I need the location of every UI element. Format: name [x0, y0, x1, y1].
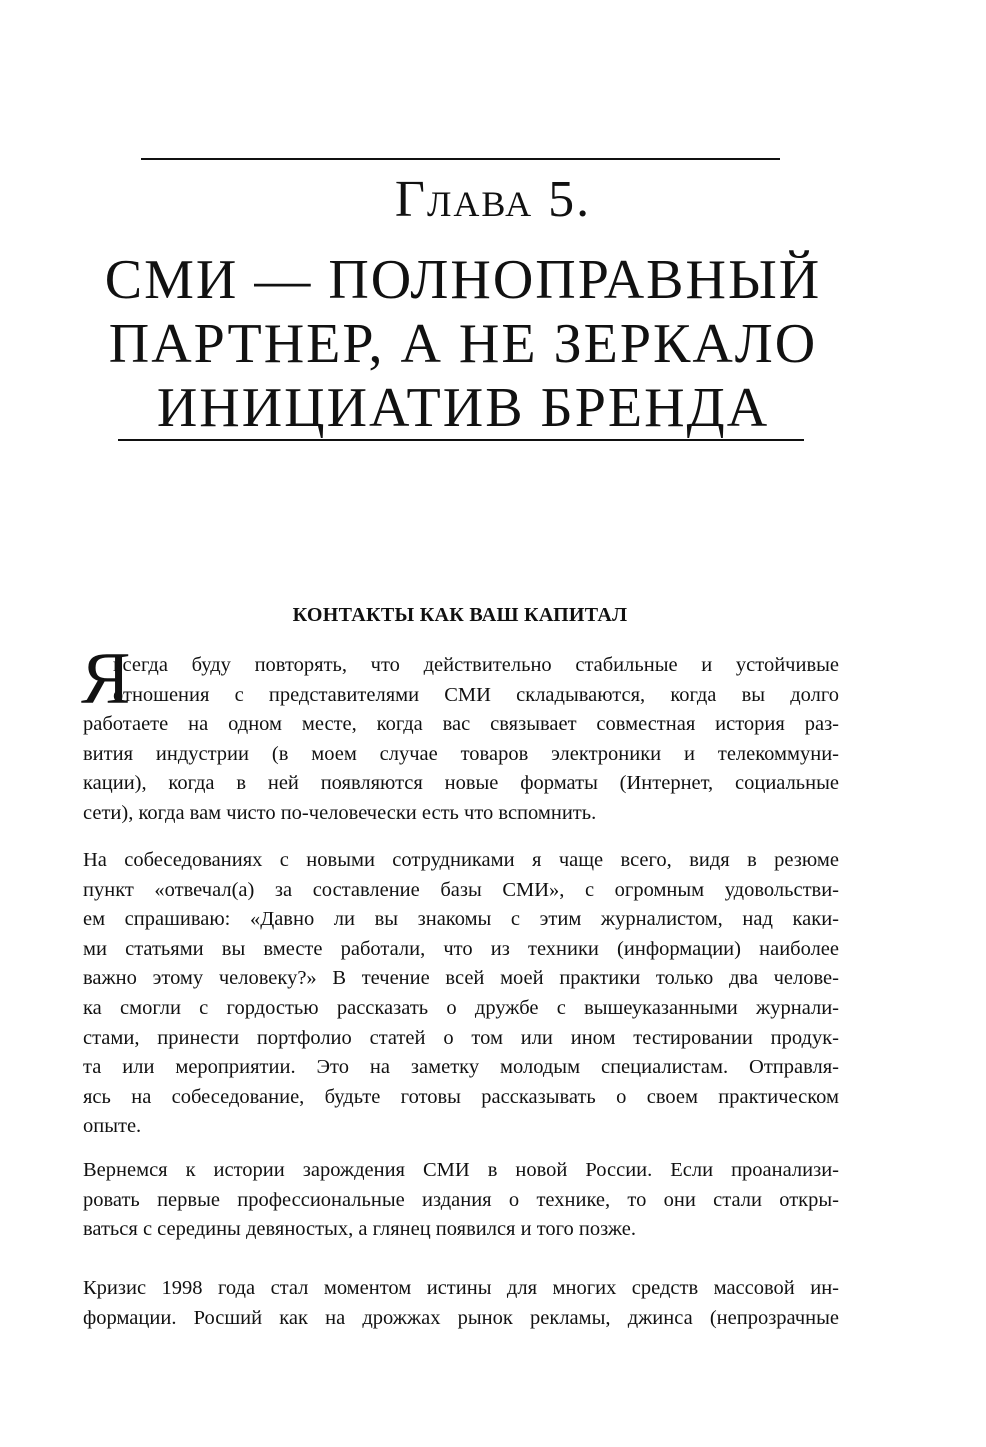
paragraph [83, 846, 839, 1142]
text-line: формации. Росший как на дрожжах рынок рекламы, джинса (непрозрачные [83, 1306, 839, 1329]
paragraph [83, 651, 839, 829]
section-heading: КОНТАКТЫ КАК ВАШ КАПИТАЛ [292, 604, 628, 626]
text-line: кации), когда в ней появляются новые форматы (Интернет, социальные [83, 772, 839, 795]
paragraph [83, 1156, 839, 1245]
text-line: пункт «отвечал(а) за составление базы СМИ», с огромным удовольстви- [83, 878, 839, 901]
text-line: Кризис 1998 года стал моментом истины для многих средств массовой ин- [83, 1277, 839, 1299]
text-line: важно этому человеку?» В течение всей моей практики только два челове- [83, 967, 839, 990]
chapter-bottom-rule [118, 439, 804, 441]
text-line: ми статьями вы вместе работали, что из техники (информации) наиболее [83, 937, 839, 960]
text-line: та или мероприятии. Это на заметку молодым специалистам. Отправля- [83, 1056, 839, 1079]
chapter-title-line: СМИ — ПОЛНОПРАВНЫЙ [104, 249, 822, 311]
chapter-top-rule [141, 158, 780, 160]
text-line: сети), когда вам чисто по-человечески есть что вспомнить. [83, 801, 597, 824]
text-line: опыте. [83, 1115, 142, 1138]
text-line: ваться с середины девяностых, а глянец появился и того позже. [83, 1218, 636, 1241]
text-line: работаете на одном месте, когда вас связывает совместная история раз- [83, 713, 839, 736]
text-line: ка смогли с гордостью рассказать о дружбе с вышеуказанными журнали- [83, 996, 839, 1019]
chapter-title-line: ИНИЦИАТИВ БРЕНДА [156, 377, 770, 439]
text-line: вития индустрии (в моем случае товаров электроники и телекоммуни- [83, 742, 839, 765]
text-line: ясь на собеседование, будьте готовы рассказывать о своем практическом [83, 1085, 839, 1108]
text-line: На собеседованиях с новыми сотрудниками я чаще всего, видя в резюме [83, 849, 839, 871]
drop-cap-letter: Я [81, 638, 131, 720]
chapter-label: Глава 5. [394, 171, 592, 228]
chapter-title [80, 248, 846, 440]
text-line: ровать первые профессиональные издания о технике, то они стали откры- [83, 1188, 839, 1211]
text-line: ем спрашиваю: «Давно ли вы знакомы с этим журналистом, над каки- [83, 908, 839, 931]
paragraph [83, 1274, 839, 1333]
chapter-title-line: ПАРТНЕР, А НЕ ЗЕРКАЛО [108, 313, 818, 375]
text-line: Вернемся к истории зарождения СМИ в новой России. Если проанализи- [83, 1159, 839, 1181]
text-line: отношения с представителями СМИ складываются, когда вы долго [113, 683, 839, 706]
text-line: всегда буду повторять, что действительно стабильные и устойчивые [113, 654, 839, 676]
text-line: стами, принести портфолио статей о том или ином тестировании продук- [83, 1026, 839, 1049]
